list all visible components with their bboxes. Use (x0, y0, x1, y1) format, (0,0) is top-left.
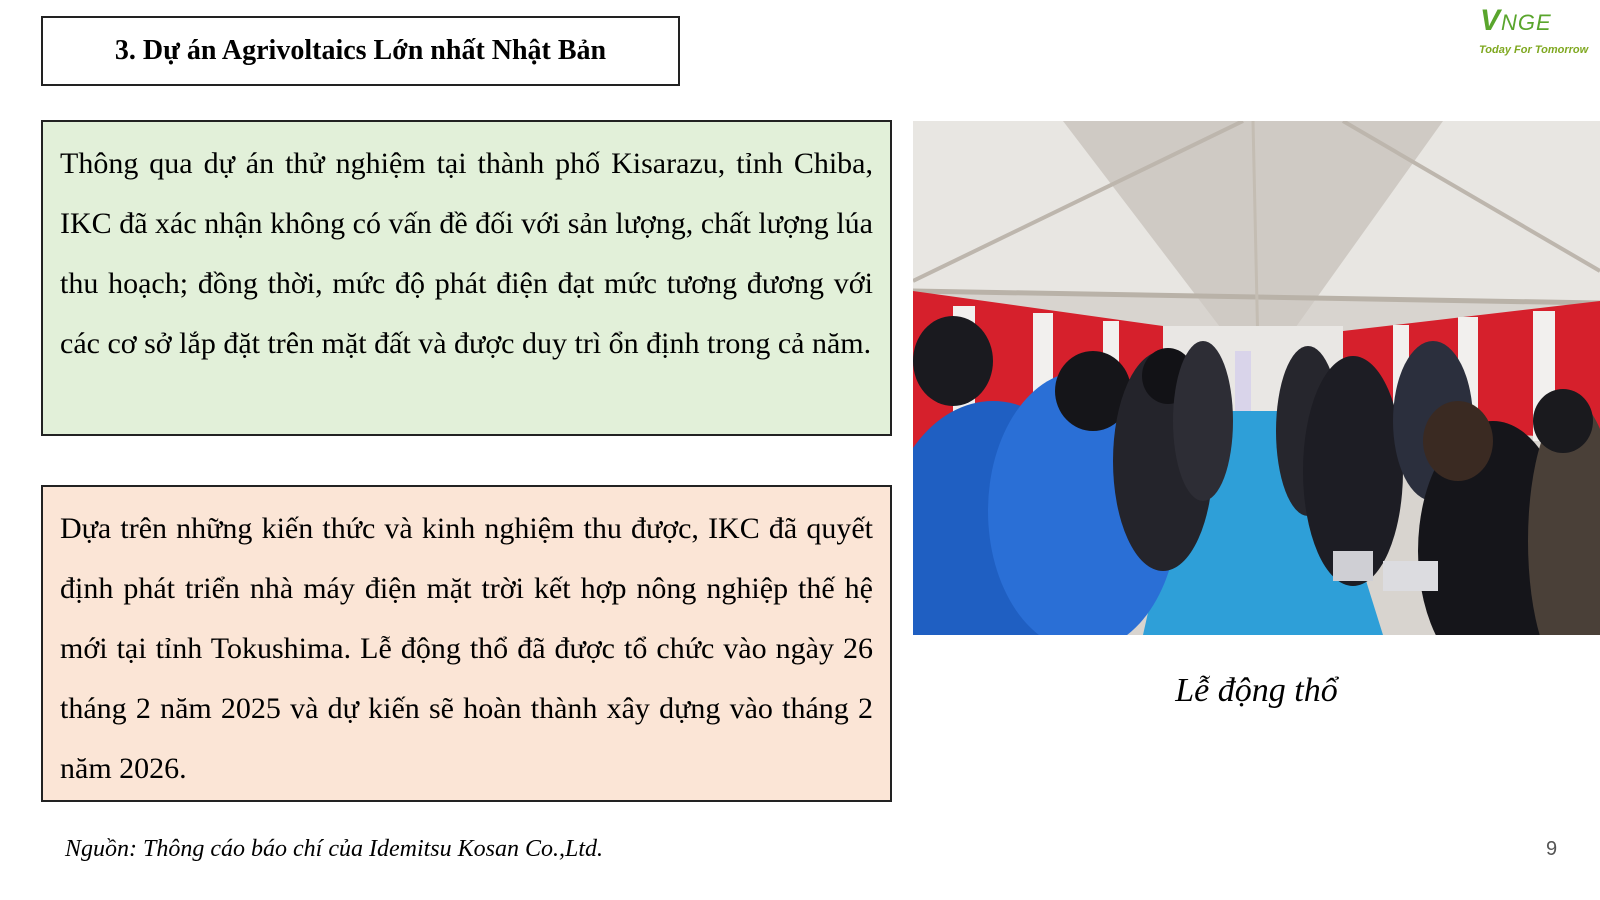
groundbreaking-photo (913, 121, 1600, 635)
logo-mark-text: NGE (1501, 10, 1552, 35)
paragraph-1-text: Thông qua dự án thử nghiệm tại thành phố Kisarazu, tỉnh Chiba, IKC đã xác nhận không có vấn đề đối với sản lượng, chất lượng lúa thu hoạch; đồng thời, mức độ phát điện đạt mức tương đương với các cơ sở lắp đặt trên mặt đất và được duy trì ổn định trong cả năm. (60, 147, 873, 360)
page-number: 9 (1546, 838, 1558, 860)
photo-caption: Lễ động thổ (1175, 672, 1338, 709)
logo-mark-initial: V (1480, 4, 1502, 37)
paragraph-box-1 (41, 120, 892, 436)
paragraph-2-text: Dựa trên những kiến thức và kinh nghiệm thu được, IKC đã quyết định phát triển nhà máy điện mặt trời kết hợp nông nghiệp thế hệ mới tại tỉnh Tokushima. Lễ động thổ đã được tổ chức vào ngày 26 tháng 2 năm 2025 và dự kiến sẽ hoàn thành xây dựng vào tháng 2 năm 2026. (60, 512, 873, 785)
slide-title: 3. Dự án Agrivoltaics Lớn nhất Nhật Bản (41, 16, 680, 86)
photo-illustration (913, 121, 1600, 635)
logo-tagline: Today For Tomorrow (1479, 44, 1589, 56)
source-citation: Nguồn: Thông cáo báo chí của Idemitsu Kosan Co.,Ltd. (65, 836, 603, 862)
company-logo (1474, 4, 1594, 60)
paragraph-box-2 (41, 485, 892, 802)
logo-mark (1480, 4, 1552, 38)
